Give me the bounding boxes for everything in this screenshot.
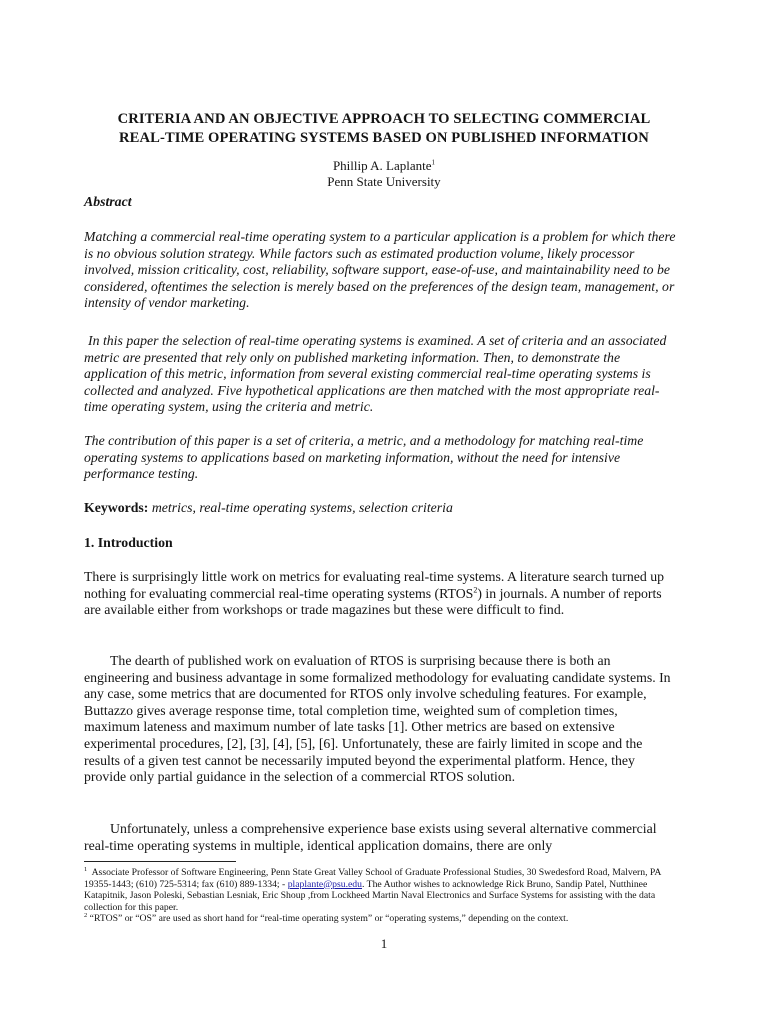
author-email-link[interactable]: plaplante@psu.edu: [287, 878, 362, 890]
author-affiliation: Penn State University: [327, 174, 441, 189]
title-line-2: REAL-TIME OPERATING SYSTEMS BASED ON PUBLISHED INFORMATION: [119, 130, 649, 146]
intro-paragraph-2: The dearth of published work on evaluation of RTOS is surprising because there is both an engineering and business advantage in some formalized methodology for evaluating candidate systems. In any case, some metrics that are documented for RTOS only involve scheduling features. For example, Buttazzo gives average response time, total completion time, weighted sum of completion times, maximum lateness and maximum number of late tasks [1]. Other metrics are based on extensive experimental procedures, [2], [3], [4], [5], [6]. Unfortunately, these are fairly limited in scope and the results of a given test cannot be necessarily imputed beyond the experimental platform. Hence, they provide only partial guidance in the selection of a commercial RTOS solution.: [84, 653, 671, 785]
abstract-paragraph-2: In this paper the selection of real-time operating systems is examined. A set of criteria and an associated metric are presented that rely only on published marketing information. Then, to demonstrate the application of this metric, information from several existing commercial real-time operating systems is collected and analyzed. Five hypothetical applications are then matched with the most appropriate real-time operating system, using the criteria and metric.: [84, 333, 667, 415]
author-block: [84, 158, 684, 190]
footnote-2-mark: 2: [84, 911, 88, 919]
footnote-1: $^1$ Associate Professor of Software Engineering, Penn State Great Valley School of Graduate Professional Studies, 30 Swedesford Road, Malvern, PA 19355-1443; (610) 725-5314; fax (610) 889-1334; - plaplante@psu.edu. The Author wishes to acknowledge Rick Bruno, Sandip Patel, Nutthinee Katapitnik, Jason Poleski, Sebastian Lesniak, Eric Shoup ,from Lockheed Martin Naval Electronics and Surface Systems for assisting with the data collection for this paper.: [84, 865, 661, 913]
author-name: Phillip A. Laplante$^1$: [332, 158, 436, 173]
author-footnote-mark: 1: [431, 158, 436, 167]
footnote-2: $^2$ “RTOS” or “OS” are used as short hand for “real-time operating system” or “operating systems,” depending on the context.: [84, 911, 569, 924]
keywords-line: [84, 500, 676, 517]
footnote-1-mark: 1: [84, 865, 88, 873]
paper-title: [84, 110, 684, 148]
page-number: 1: [380, 936, 388, 951]
section-heading-introduction: 1. Introduction: [84, 535, 173, 550]
abstract-heading: Abstract: [84, 194, 132, 209]
rtos-footnote-mark: 2: [473, 585, 478, 594]
intro-paragraph-3: Unfortunately, unless a comprehensive experience base exists using several alternative commercial real-time operating systems in multiple, identical application domains, there are only: [84, 821, 657, 853]
abstract-paragraph-1: Matching a commercial real-time operating system to a particular application is a problem for which there is no obvious solution strategy. While factors such as estimated production volume, likely processor involved, mission criticality, cost, reliability, software support, ease-of-use, and maintainability need to be considered, oftentimes the selection is merely based on the preferences of the design team, management, or intensity of vendor marketing.: [84, 229, 676, 311]
intro-paragraph-1: There is surprisingly little work on metrics for evaluating real-time systems. A literature search turned up nothing for evaluating commercial real-time operating systems (RTOS$^2$) in journals. A number of reports are available either from workshops or trade magazines but these were difficult to find.: [84, 569, 665, 618]
keywords-label: Keywords:: [84, 500, 149, 515]
title-line-1: CRITERIA AND AN OBJECTIVE APPROACH TO SELECTING COMMERCIAL: [117, 111, 651, 127]
keywords-text: metrics, real-time operating systems, selection criteria: [151, 500, 453, 515]
abstract-paragraph-3: The contribution of this paper is a set of criteria, a metric, and a methodology for matching real-time operating systems to applications based on marketing information, without the need for intensive performance testing.: [84, 433, 644, 482]
footnote-divider: [84, 861, 236, 862]
